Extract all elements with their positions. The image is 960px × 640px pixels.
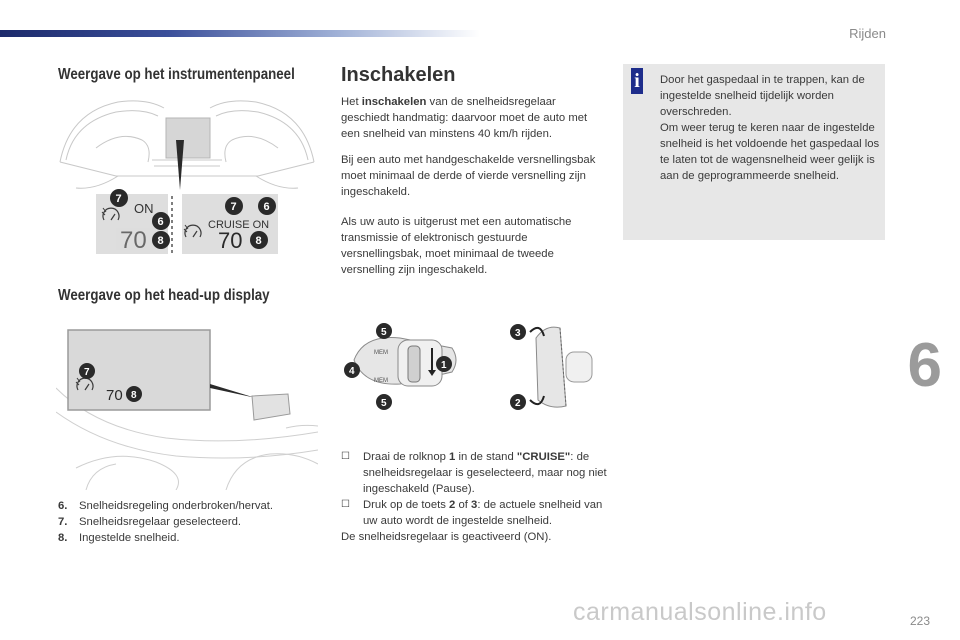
marker-7 xyxy=(225,197,243,215)
watermark: carmanualsonline.info xyxy=(573,598,827,626)
status-cruise-on-label: CRUISE ON xyxy=(208,219,270,231)
cruise-stalk-illustration xyxy=(340,320,470,410)
marker-8 xyxy=(152,231,170,249)
step-item: ☐ Druk op de toets 2 of 3: de actuele snelheid van uw auto wordt de ingestelde snelheid. xyxy=(341,499,603,527)
inschakelen-paragraph-2: Bij een auto met handgeschakelde versnellingsbak moet minimaal de derde of vierde versnelling zijn ingeschakeld. xyxy=(341,154,596,198)
step-item: ☐ Draai de rolknop 1 in de stand "CRUISE": de snelheidsregelaar is geselecteerd, maar nog niet ingeschakeld (Pause). xyxy=(341,451,607,495)
set-speed-value: 70 xyxy=(218,228,243,253)
heading-instrument-panel: Weergave op het instrumentenpaneel xyxy=(58,66,295,83)
marker-6 xyxy=(258,197,276,215)
checkbox-bullet-icon: ☐ xyxy=(341,451,350,462)
legend-item: 8. Ingestelde snelheid. xyxy=(58,532,180,544)
section-title: Rijden xyxy=(849,26,886,41)
instrument-panel-illustration xyxy=(56,90,318,260)
heading-inschakelen: Inschakelen xyxy=(341,64,456,86)
checkbox-bullet-icon: ☐ xyxy=(341,499,350,510)
header-bar xyxy=(0,30,480,37)
svg-text:3: 3 xyxy=(515,328,521,339)
hud-speed-value: 70 xyxy=(106,387,123,404)
info-icon: i xyxy=(631,68,643,94)
instruction-steps xyxy=(341,449,611,545)
chapter-number: 6 xyxy=(907,331,942,400)
svg-text:8: 8 xyxy=(131,390,137,401)
heading-head-up-display: Weergave op het head-up display xyxy=(58,287,270,304)
marker-8 xyxy=(126,386,142,402)
inschakelen-paragraph-1: Het inschakelen van de snelheidsregelaar geschiedt handmatig: daarvoor moet de auto met een snelheid van minstens 40 km/h rijden. xyxy=(341,96,588,140)
info-box xyxy=(623,64,885,240)
svg-text:7: 7 xyxy=(230,201,237,213)
marker-5 xyxy=(376,323,392,339)
head-up-display-illustration xyxy=(56,328,318,490)
status-on-label: ON xyxy=(134,201,154,216)
svg-text:1: 1 xyxy=(441,360,447,371)
marker-4 xyxy=(344,362,360,378)
marker-3 xyxy=(510,324,526,340)
svg-text:7: 7 xyxy=(84,367,90,378)
inschakelen-paragraph-3: Als uw auto is uitgerust met een automatische transmissie of elektronisch gestuurde versnellingsbak, moet minimaal de tweede versnelling zijn ingeschakeld. xyxy=(341,216,572,276)
legend-list xyxy=(58,498,318,546)
svg-text:5: 5 xyxy=(381,327,387,338)
legend-item: 7. Snelheidsregelaar geselecteerd. xyxy=(58,516,242,528)
step-result: De snelheidsregelaar is geactiveerd (ON). xyxy=(341,531,552,543)
marker-2 xyxy=(510,394,526,410)
svg-text:2: 2 xyxy=(515,398,521,409)
svg-text:5: 5 xyxy=(381,398,387,409)
page-number: 223 xyxy=(909,614,930,628)
svg-text:6: 6 xyxy=(157,216,164,228)
marker-8 xyxy=(250,231,268,249)
info-text: Door het gaspedaal in te trappen, kan de ingestelde snelheid tijdelijk worden overschreden. Om weer terug te keren naar de ingestelde snelheid is het voldoende het gaspedaal los te laten tot de wagensnelheid weer gelijk is aan de geprogrammeerde snelheid. xyxy=(660,74,880,182)
marker-7 xyxy=(110,189,128,207)
svg-text:4: 4 xyxy=(349,366,355,377)
marker-1 xyxy=(436,356,452,372)
legend-item: 6. Snelheidsregeling onderbroken/hervat. xyxy=(58,500,274,512)
svg-text:6: 6 xyxy=(263,201,270,213)
marker-6 xyxy=(152,212,170,230)
marker-5 xyxy=(376,394,392,410)
set-speed-value: 70 xyxy=(120,227,147,254)
stalk-mem-label: MEM xyxy=(374,350,388,356)
svg-text:8: 8 xyxy=(157,235,164,247)
stalk-mem-label: MEM xyxy=(374,378,388,384)
marker-7 xyxy=(79,363,95,379)
svg-text:7: 7 xyxy=(115,193,122,205)
cruise-stalk-side-illustration xyxy=(506,318,602,414)
svg-text:8: 8 xyxy=(255,235,262,247)
